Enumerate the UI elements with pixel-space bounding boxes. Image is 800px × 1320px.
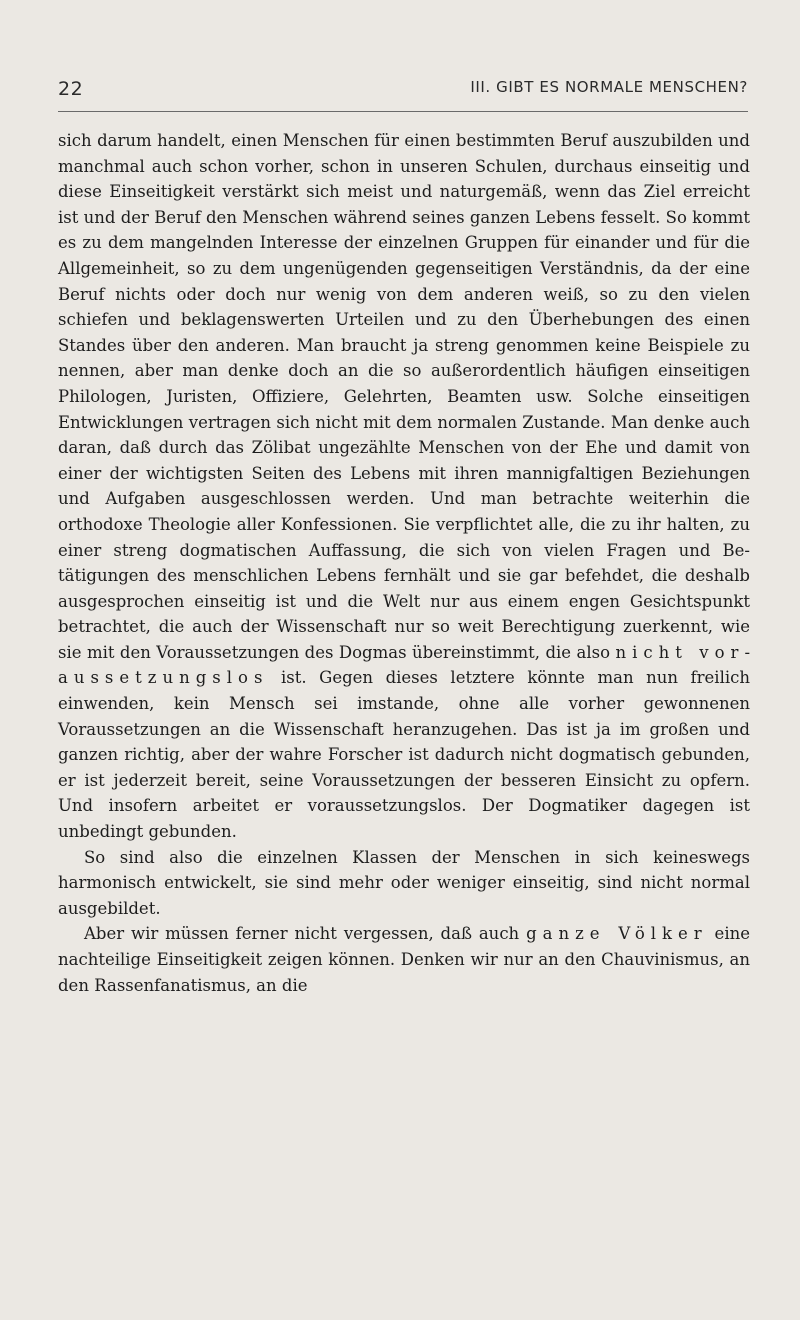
text-segment: eine nachteilige Einseitigkeit zeigen können. Denken wir nur an den Chauvinismus, an den Rassenfanatismus, an die [58,924,750,995]
page-number: 22 [58,78,84,100]
text-segment: ist. Gegen dieses letztere könnte man nun freilich einwenden, kein Mensch sei imstande, ohne alle vorher gewonnenen Voraussetzungen an die Wissenschaft heranzugehen. Das ist ja im großen und ganzen richtig, aber der wahre Forscher ist dadurch nicht dogmatisch gebunden, er ist jederzeit bereit, seine Voraussetzungen der besseren Einsicht zu opfern. Und insofern arbeitet er voraussetzungslos. Der Dogmatiker dagegen ist unbedingt gebunden. [58,668,750,842]
paragraph-3 [58,921,750,998]
text-segment: So sind also die einzelnen Klassen der Menschen in sich keineswegs harmonisch entwickelt, sie sind mehr oder weniger einseitig, sind nicht normal ausgebildet. [58,847,750,918]
emphasized-text: ganze Völker [526,924,708,944]
text-segment: Aber wir müssen ferner nicht vergessen, daß auch [84,924,527,944]
body-text [58,128,750,998]
header-rule [58,111,748,112]
page-header [58,74,748,106]
running-head: III. GIBT ES NORMALE MENSCHEN? [470,78,748,96]
paragraph-1 [58,128,750,845]
paragraph-2 [58,845,750,922]
emphasized-text: nicht voraussetzungslos [58,642,751,688]
text-segment: sich darum handelt, einen Menschen für einen bestimmten Beruf auszubilden und manchmal auch schon vorher, schon in unseren Schulen, durchaus einseitig und diese Einseitigkeit verstärkt sich meist und naturgemäß, wenn das Ziel erreicht ist und der Beruf den Menschen während seines ganzen Lebens fesselt. So kommt es zu dem mangelnden Interesse der einzelnen Gruppen für einander und für die Allgemeinheit, so zu dem ungenügenden gegenseitigen Verständnis, da der eine Beruf nichts oder doch nur wenig von dem anderen weiß, so zu den vielen schiefen und beklagenswerten Urteilen und zu den Überhebungen des einen Standes über den anderen. Man braucht ja streng genommen keine Beispiele zu nennen, aber man denke doch an die so außerordentlich häufigen einseitigen Philologen, Juristen, Offiziere, Gelehrten, Beamten usw. Solche einseitigen Entwicklungen vertragen sich nicht mit dem normalen Zustande. Man denke auch daran, daß durch das Zölibat ungezählte Menschen von der Ehe und damit von einer der wichtigsten Seiten des Lebens mit ihren mannigfaltigen Beziehungen und Aufgaben ausgeschlossen werden. Und man betrachte weiterhin die orthodoxe Theologie aller Konfessionen. Sie verpflichtet alle, die zu ihr halten, zu einer streng dogmatischen Auffassung, die sich von vielen Fragen und Betätigungen des menschlichen Lebens fernhält und sie gar befehdet, die deshalb ausgesprochen einseitig ist und die Welt nur aus einem engen Gesichtspunkt betrachtet, die auch der Wissenschaft nur so weit Berechtigung zuerkennt, wie sie mit den Voraussetzungen des Dogmas übereinstimmt, die also [58,131,750,662]
